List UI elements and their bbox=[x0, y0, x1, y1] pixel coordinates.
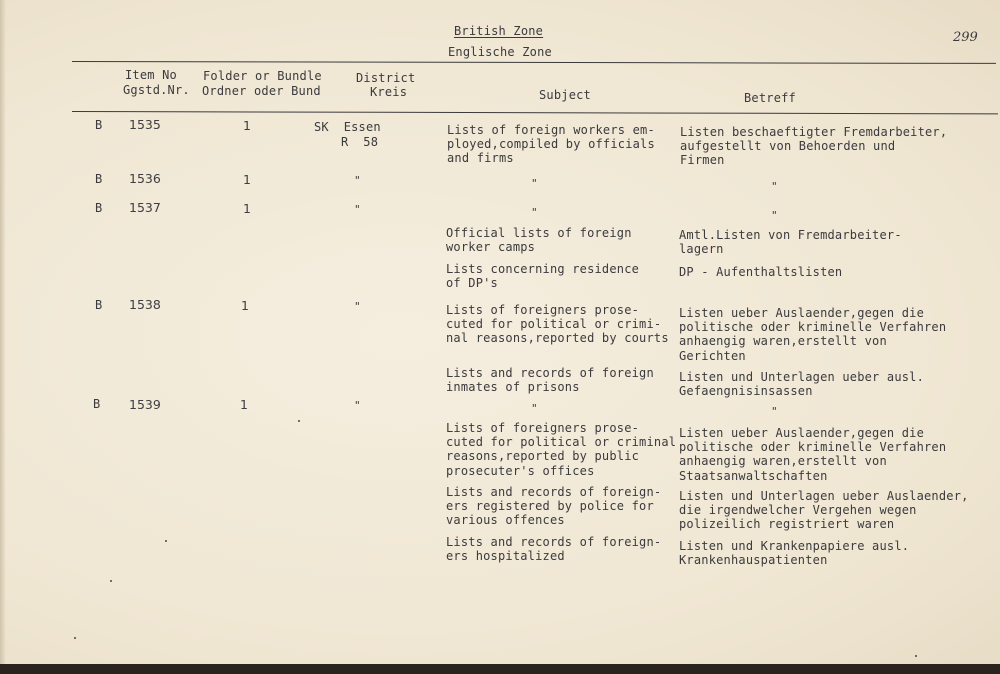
subject-entry: Lists and records of foreign inmates of prisons bbox=[446, 366, 654, 395]
col-folder-en: Folder or Bundle bbox=[203, 69, 322, 83]
betreff-entry: Amtl.Listen von Fremdarbeiter- lagern bbox=[679, 228, 902, 257]
zone-title-de: Englische Zone bbox=[448, 45, 552, 59]
row-district-city: SK Essen bbox=[314, 120, 381, 134]
row-item-number: 1535 bbox=[129, 117, 161, 132]
row-folder-count: 1 bbox=[243, 172, 251, 187]
row-item-number: 1539 bbox=[129, 397, 161, 412]
col-item-no-en: Item No bbox=[125, 68, 177, 82]
ditto-mark: " bbox=[531, 177, 538, 190]
betreff-entry: Listen und Krankenpapiere ausl. Krankenhauspatienten bbox=[679, 539, 910, 568]
col-item-no-de: Ggstd.Nr. bbox=[123, 83, 190, 97]
subject-entry: Lists and records of foreign- ers registered by police for various offences bbox=[446, 485, 662, 528]
betreff-entry: Listen und Unterlagen ueber Auslaender, die irgendwelcher Vergehen wegen polizeilich registriert waren bbox=[679, 489, 969, 532]
subject-entry: Lists concerning residence of DP's bbox=[446, 262, 640, 291]
row-item-number: 1538 bbox=[129, 297, 161, 312]
paper-speck bbox=[74, 637, 76, 639]
ditto-mark: " bbox=[771, 209, 778, 222]
header-top-rule bbox=[72, 61, 996, 64]
row-item-number: 1537 bbox=[129, 200, 161, 215]
ditto-mark: " bbox=[354, 399, 361, 412]
ditto-mark: " bbox=[354, 203, 361, 216]
zone-title-en: British Zone bbox=[454, 24, 544, 38]
betreff-entry: DP - Aufenthaltslisten bbox=[679, 265, 843, 279]
subject-entry: Official lists of foreign worker camps bbox=[446, 226, 632, 255]
ditto-mark: " bbox=[771, 405, 778, 418]
col-district-en: District bbox=[356, 71, 416, 85]
subject-entry: Lists of foreigners prose- cuted for political or criminal reasons,reported by public prosecuter's offices bbox=[446, 421, 677, 478]
row-letter: B bbox=[95, 172, 103, 186]
col-folder-de: Ordner oder Bund bbox=[202, 84, 321, 98]
paper-speck bbox=[915, 655, 917, 657]
page-number: 299 bbox=[953, 30, 978, 45]
betreff-entry: Listen und Unterlagen ueber ausl. Gefaengnisinsassen bbox=[679, 370, 925, 399]
row-letter: B bbox=[95, 201, 103, 215]
row-folder-count: 1 bbox=[241, 298, 249, 313]
row-letter: B bbox=[93, 397, 101, 411]
col-betreff: Betreff bbox=[744, 91, 796, 105]
subject-entry: Lists of foreigners prose- cuted for political or crimi- nal reasons,reported by courts bbox=[446, 303, 669, 346]
ditto-mark: " bbox=[531, 402, 538, 415]
betreff-entry: Listen ueber Auslaender,gegen die politische oder kriminelle Verfahren anhaengig waren,erstellt von Staatsanwaltschaften bbox=[679, 426, 947, 483]
header-bottom-rule bbox=[72, 111, 998, 115]
col-district-de: Kreis bbox=[370, 85, 408, 99]
subject-entry: Lists and records of foreign- ers hospitalized bbox=[446, 535, 662, 564]
row-item-number: 1536 bbox=[129, 171, 161, 186]
subject-entry: Lists of foreign workers em- ployed,compiled by officials and firms bbox=[447, 123, 655, 166]
ditto-mark: " bbox=[354, 174, 361, 187]
row-folder-count: 1 bbox=[243, 201, 251, 216]
row-letter: B bbox=[95, 298, 103, 312]
row-district-code: R 58 bbox=[341, 135, 379, 149]
ditto-mark: " bbox=[531, 206, 538, 219]
betreff-entry: Listen beschaeftigter Fremdarbeiter, aufgestellt von Behoerden und Firmen bbox=[680, 125, 948, 168]
paper-speck bbox=[165, 540, 167, 542]
ditto-mark: " bbox=[771, 180, 778, 193]
row-letter: B bbox=[95, 118, 103, 132]
paper-speck bbox=[110, 580, 112, 582]
paper-speck bbox=[298, 420, 300, 422]
ditto-mark: " bbox=[354, 300, 361, 313]
col-subject: Subject bbox=[539, 88, 591, 102]
page-edge-shadow bbox=[0, 0, 6, 674]
betreff-entry: Listen ueber Auslaender,gegen die politische oder kriminelle Verfahren anhaengig waren,erstellt von Gerichten bbox=[679, 306, 947, 363]
row-folder-count: 1 bbox=[240, 397, 248, 412]
row-folder-count: 1 bbox=[243, 118, 251, 133]
